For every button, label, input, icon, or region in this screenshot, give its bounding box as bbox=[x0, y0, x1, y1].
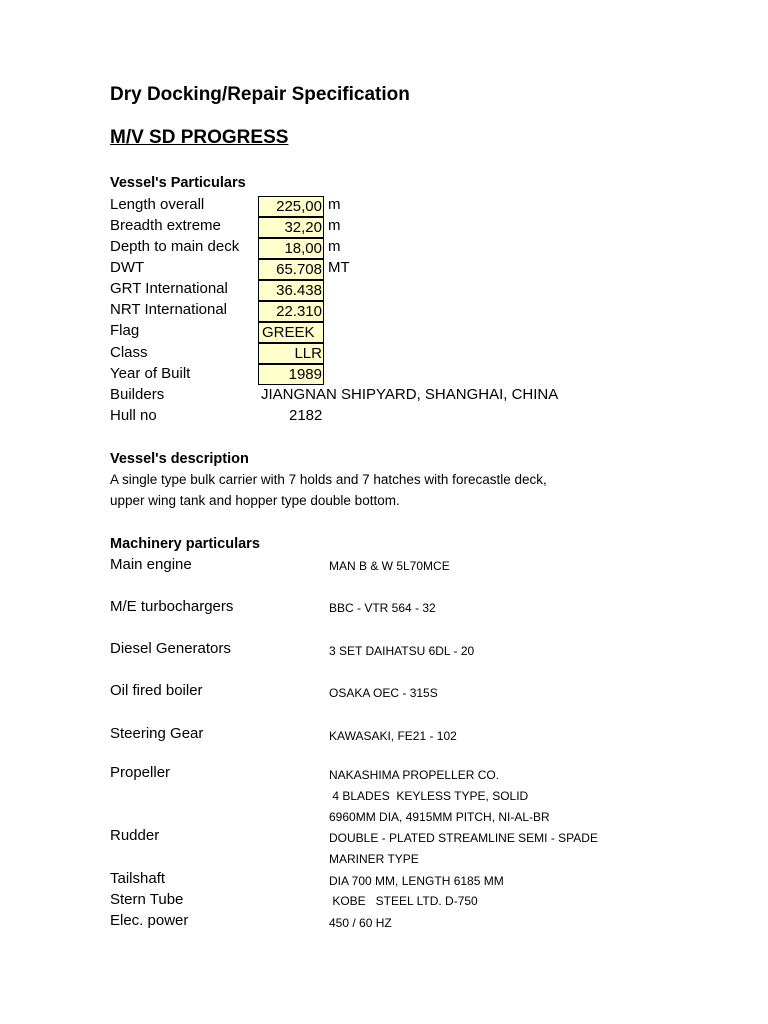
main-engine-value: MAN B & W 5L70MCE bbox=[329, 559, 450, 573]
row-value-cell: 36.438 bbox=[258, 280, 324, 301]
row-label: Length overall bbox=[110, 196, 205, 213]
elec-power-value: 450 / 60 HZ bbox=[329, 916, 392, 930]
row-unit: m bbox=[328, 196, 341, 213]
tailshaft-value: DIA 700 MM, LENGTH 6185 MM bbox=[329, 874, 504, 888]
description-line: upper wing tank and hopper type double bottom. bbox=[110, 493, 400, 508]
hull-value: 2182 bbox=[289, 407, 323, 424]
row-label: Flag bbox=[110, 322, 140, 339]
turbochargers-label: M/E turbochargers bbox=[110, 598, 234, 615]
vessel-name: M/V SD PROGRESS bbox=[110, 127, 289, 148]
row-unit: m bbox=[328, 238, 341, 255]
row-label: Class bbox=[110, 344, 148, 361]
propeller-value-line: 6960MM DIA, 4915MM PITCH, NI-AL-BR bbox=[329, 810, 550, 824]
row-value-cell: 32,20 bbox=[258, 217, 324, 238]
main-engine-label: Main engine bbox=[110, 556, 192, 573]
row-label: Breadth extreme bbox=[110, 217, 221, 234]
particulars-heading: Vessel's Particulars bbox=[110, 175, 246, 191]
boiler-label: Oil fired boiler bbox=[110, 682, 203, 699]
row-unit: MT bbox=[328, 259, 350, 276]
steering-gear-value: KAWASAKI, FE21 - 102 bbox=[329, 729, 457, 743]
row-label: NRT International bbox=[110, 301, 228, 318]
row-value-cell: GREEK bbox=[258, 322, 324, 343]
rudder-value-line: DOUBLE - PLATED STREAMLINE SEMI - SPADE bbox=[329, 831, 598, 845]
steering-gear-label: Steering Gear bbox=[110, 725, 204, 742]
row-label: GRT International bbox=[110, 280, 228, 297]
propeller-value-line: NAKASHIMA PROPELLER CO. bbox=[329, 768, 500, 782]
generators-value: 3 SET DAIHATSU 6DL - 20 bbox=[329, 644, 475, 658]
elec-power-label: Elec. power bbox=[110, 912, 189, 929]
description-heading: Vessel's description bbox=[110, 451, 249, 467]
document-title: Dry Docking/Repair Specification bbox=[110, 84, 410, 105]
hull-label: Hull no bbox=[110, 407, 157, 424]
propeller-label: Propeller bbox=[110, 764, 171, 781]
propeller-value-line: 4 BLADES KEYLESS TYPE, SOLID bbox=[329, 789, 529, 803]
row-value-cell: LLR bbox=[258, 343, 324, 364]
row-value-cell: 22.310 bbox=[258, 301, 324, 322]
boiler-value: OSAKA OEC - 315S bbox=[329, 686, 438, 700]
row-value-cell: 1989 bbox=[258, 364, 324, 385]
row-label: Year of Built bbox=[110, 365, 191, 382]
stern-tube-label: Stern Tube bbox=[110, 891, 184, 908]
row-value-cell: 65.708 bbox=[258, 259, 324, 280]
row-value-cell: 225,00 bbox=[258, 196, 324, 217]
row-value-cell: 18,00 bbox=[258, 238, 324, 259]
machinery-heading: Machinery particulars bbox=[110, 536, 260, 552]
turbochargers-value: BBC - VTR 564 - 32 bbox=[329, 601, 436, 615]
tailshaft-label: Tailshaft bbox=[110, 870, 166, 887]
description-line: A single type bulk carrier with 7 holds and 7 hatches with forecastle deck, bbox=[110, 472, 547, 487]
generators-label: Diesel Generators bbox=[110, 640, 231, 657]
builders-value: JIANGNAN SHIPYARD, SHANGHAI, CHINA bbox=[261, 386, 559, 403]
rudder-label: Rudder bbox=[110, 827, 160, 844]
builders-label: Builders bbox=[110, 386, 165, 403]
rudder-value-line: MARINER TYPE bbox=[329, 852, 419, 866]
row-label: DWT bbox=[110, 259, 145, 276]
row-label: Depth to main deck bbox=[110, 238, 240, 255]
row-unit: m bbox=[328, 217, 341, 234]
stern-tube-value: KOBE STEEL LTD. D-750 bbox=[329, 894, 478, 908]
